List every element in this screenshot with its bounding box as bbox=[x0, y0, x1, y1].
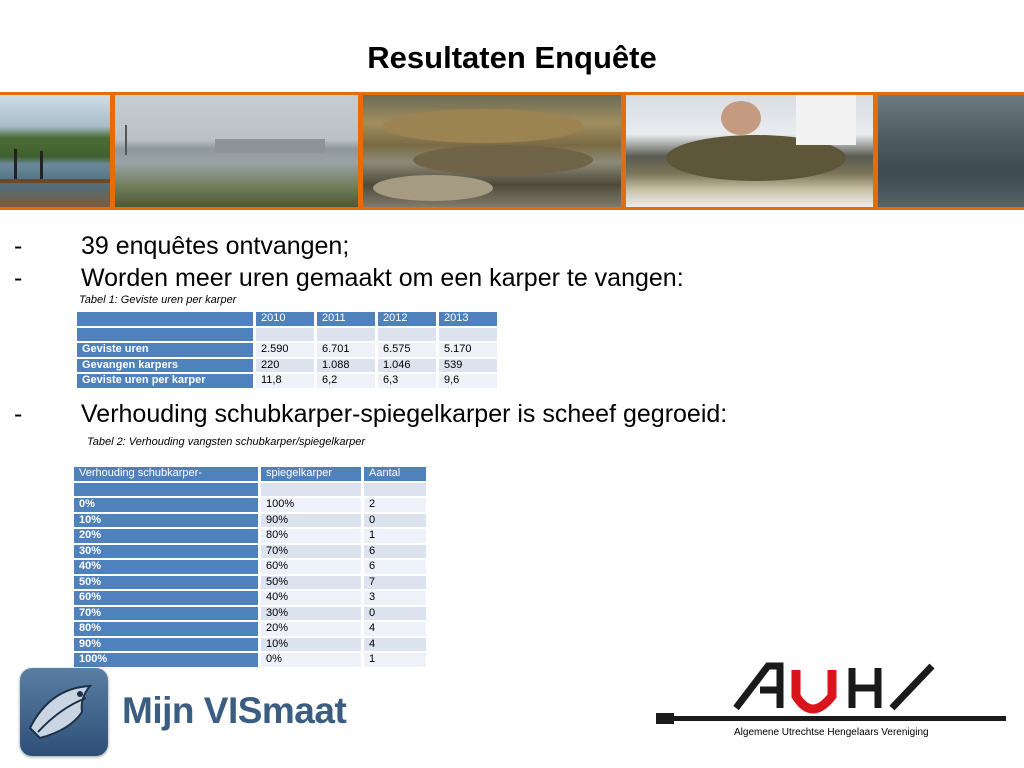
table-cell: 1 bbox=[364, 653, 426, 667]
table-cell: 100% bbox=[261, 498, 361, 512]
table-row bbox=[74, 498, 426, 512]
row-label bbox=[74, 483, 258, 497]
table-row bbox=[74, 622, 426, 636]
table-cell: 4 bbox=[364, 638, 426, 652]
table-cell bbox=[256, 328, 314, 342]
row-label: 20% bbox=[74, 529, 258, 543]
table-row bbox=[74, 591, 426, 605]
table-cell: 2.590 bbox=[256, 343, 314, 357]
table-row bbox=[77, 328, 497, 342]
table-cell: 10% bbox=[261, 638, 361, 652]
table-row bbox=[77, 374, 497, 388]
table-cell: 539 bbox=[439, 359, 497, 373]
table-cell bbox=[261, 483, 361, 497]
table-cell: 11,8 bbox=[256, 374, 314, 388]
row-label: 90% bbox=[74, 638, 258, 652]
table-cell bbox=[364, 483, 426, 497]
row-label: 60% bbox=[74, 591, 258, 605]
table-row bbox=[74, 529, 426, 543]
row-label: 40% bbox=[74, 560, 258, 574]
header-cell: spiegelkarper bbox=[261, 467, 361, 481]
mijn-vismaat-wordmark: Mijn VISmaat bbox=[122, 690, 347, 731]
table-cell: 90% bbox=[261, 514, 361, 528]
table-row bbox=[74, 560, 426, 574]
table-hours-per-carp bbox=[74, 310, 500, 390]
table-cell: 0 bbox=[364, 607, 426, 621]
table-cell: 6.701 bbox=[317, 343, 375, 357]
mijn-vismaat-logo bbox=[20, 668, 108, 756]
photo-banner bbox=[0, 92, 1024, 210]
row-label: 30% bbox=[74, 545, 258, 559]
table-row bbox=[74, 576, 426, 590]
lake-photo bbox=[0, 95, 110, 207]
table-row bbox=[74, 545, 426, 559]
table-cell: 6,3 bbox=[378, 374, 436, 388]
slide-title: Resultaten Enquête bbox=[367, 40, 657, 75]
row-label: 70% bbox=[74, 607, 258, 621]
row-label: 0% bbox=[74, 498, 258, 512]
table-cell bbox=[378, 328, 436, 342]
table-cell: 4 bbox=[364, 622, 426, 636]
header-cell bbox=[77, 312, 253, 326]
header-cell: Verhouding schubkarper- bbox=[74, 467, 258, 481]
table-cell: 220 bbox=[256, 359, 314, 373]
row-label: 10% bbox=[74, 514, 258, 528]
table-row bbox=[74, 514, 426, 528]
carp-pile-photo bbox=[363, 95, 621, 207]
bullet-text: Verhouding schubkarper-spiegelkarper is scheef gegroeid: bbox=[81, 400, 728, 428]
fish-icon bbox=[20, 668, 108, 756]
row-label: 100% bbox=[74, 653, 258, 667]
row-label: Geviste uren bbox=[77, 343, 253, 357]
table-header-row bbox=[77, 312, 497, 326]
table-row bbox=[74, 638, 426, 652]
table-row bbox=[74, 483, 426, 497]
bullet-text: Worden meer uren gemaakt om een karper te vangen: bbox=[81, 264, 684, 292]
table-row bbox=[74, 653, 426, 667]
row-label: 80% bbox=[74, 622, 258, 636]
table-cell: 6,2 bbox=[317, 374, 375, 388]
table-cell bbox=[439, 328, 497, 342]
table-cell: 0 bbox=[364, 514, 426, 528]
auhv-letters: AUHV bbox=[734, 710, 737, 711]
row-label: Geviste uren per karper bbox=[77, 374, 253, 388]
table-cell: 40% bbox=[261, 591, 361, 605]
auhv-full-name: Algemene Utrechtse Hengelaars Vereniging bbox=[734, 727, 929, 738]
header-cell: 2013 bbox=[439, 312, 497, 326]
header-cell: Aantal bbox=[364, 467, 426, 481]
table-cell: 7 bbox=[364, 576, 426, 590]
row-label: Gevangen karpers bbox=[77, 359, 253, 373]
table-cell: 80% bbox=[261, 529, 361, 543]
misty-lake-photo bbox=[115, 95, 358, 207]
table-cell: 1 bbox=[364, 529, 426, 543]
table-scale-mirror-ratio bbox=[71, 465, 429, 669]
table-cell: 30% bbox=[261, 607, 361, 621]
table-cell: 6.575 bbox=[378, 343, 436, 357]
table-row bbox=[77, 359, 497, 373]
table-cell: 60% bbox=[261, 560, 361, 574]
table-cell bbox=[317, 328, 375, 342]
row-label bbox=[77, 328, 253, 342]
bullet-dash: - bbox=[14, 232, 23, 260]
table-cell: 50% bbox=[261, 576, 361, 590]
table-cell: 1.046 bbox=[378, 359, 436, 373]
bullet-dash: - bbox=[14, 400, 23, 428]
table-cell: 3 bbox=[364, 591, 426, 605]
bullet-text: 39 enquêtes ontvangen; bbox=[81, 232, 350, 260]
table-cell: 2 bbox=[364, 498, 426, 512]
table1-caption: Tabel 1: Geviste uren per karper bbox=[79, 294, 237, 306]
bullet-dash: - bbox=[14, 264, 23, 292]
table-cell: 6 bbox=[364, 545, 426, 559]
table-cell: 20% bbox=[261, 622, 361, 636]
table-cell: 1.088 bbox=[317, 359, 375, 373]
header-cell: 2011 bbox=[317, 312, 375, 326]
header-cell: 2012 bbox=[378, 312, 436, 326]
angler-carp-photo bbox=[626, 95, 873, 207]
table-header-row bbox=[74, 467, 426, 481]
table-cell: 70% bbox=[261, 545, 361, 559]
table-row bbox=[77, 343, 497, 357]
header-cell: 2010 bbox=[256, 312, 314, 326]
table-row bbox=[74, 607, 426, 621]
water-surface-photo bbox=[878, 95, 1024, 207]
table2-caption: Tabel 2: Verhouding vangsten schubkarper/spiegelkarper bbox=[87, 436, 366, 448]
table-cell: 0% bbox=[261, 653, 361, 667]
row-label: 50% bbox=[74, 576, 258, 590]
table-cell: 5.170 bbox=[439, 343, 497, 357]
table-cell: 6 bbox=[364, 560, 426, 574]
table-cell: 9,6 bbox=[439, 374, 497, 388]
